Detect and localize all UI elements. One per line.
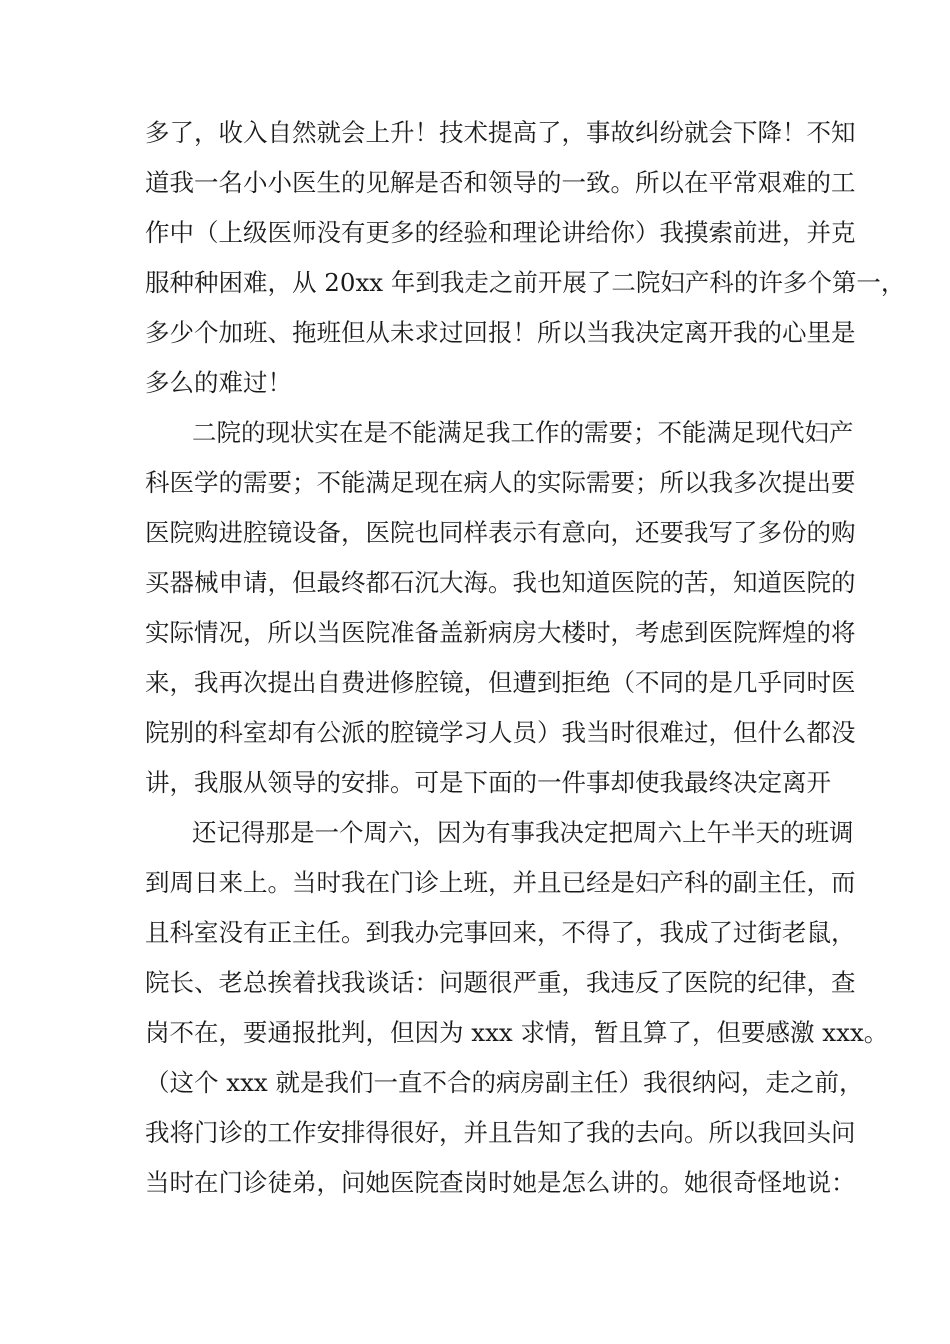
paragraph-1 [145,108,906,408]
text-line: 当时在门诊徒弟，问她医院查岗时她是怎么讲的。她很奇怪地说： [145,1168,856,1197]
text-line: 实际情况，所以当医院准备盖新病房大楼时，考虑到医院辉煌的将 [145,618,856,647]
text-line: 二院的现状实在是不能满足我工作的需要；不能满足现代妇产 [192,418,854,447]
text-line: 来，我再次提出自费进修腔镜，但遭到拒绝（不同的是几乎同时医 [145,668,856,697]
text-line: 还记得那是一个周六，因为有事我决定把周六上午半天的班调 [192,818,854,847]
text-line: 多了，收入自然就会上升！技术提高了，事故纠纷就会下降！不知 [145,118,856,147]
text-line: （这个 xxx 就是我们一直不合的病房副主任）我很纳闷，走之前， [145,1068,864,1097]
text-line: 岗不在，要通报批判，但因为 xxx 求情，暂且算了，但要感激 xxx。 [145,1018,889,1047]
document-body [145,108,906,1208]
paragraph-2 [145,408,856,808]
text-line: 多么的难过！ [145,368,292,397]
text-line: 多少个加班、拖班但从未求过回报！所以当我决定离开我的心里是 [145,318,856,347]
text-line: 作中（上级医师没有更多的经验和理论讲给你）我摸索前进，并克 [145,218,856,247]
text-line: 讲，我服从领导的安排。可是下面的一件事却使我最终决定离开 [145,768,831,797]
paragraph-3 [145,808,889,1208]
text-line: 院长、老总挨着找我谈话：问题很严重，我违反了医院的纪律，查 [145,968,856,997]
text-line: 服种种困难，从 20xx 年到我走之前开展了二院妇产科的许多个第一， [145,268,906,297]
text-line: 院别的科室却有公派的腔镜学习人员）我当时很难过，但什么都没 [145,718,856,747]
text-line: 且科室没有正主任。到我办完事回来，不得了，我成了过街老鼠， [145,918,856,947]
text-line: 科医学的需要；不能满足现在病人的实际需要；所以我多次提出要 [145,468,856,497]
text-line: 医院购进腔镜设备，医院也同样表示有意向，还要我写了多份的购 [145,518,856,547]
text-line: 买器械申请，但最终都石沉大海。我也知道医院的苦，知道医院的 [145,568,856,597]
text-line: 我将门诊的工作安排得很好，并且告知了我的去向。所以我回头问 [145,1118,856,1147]
text-line: 道我一名小小医生的见解是否和领导的一致。所以在平常艰难的工 [145,168,856,197]
text-line: 到周日来上。当时我在门诊上班，并且已经是妇产科的副主任，而 [145,868,856,897]
